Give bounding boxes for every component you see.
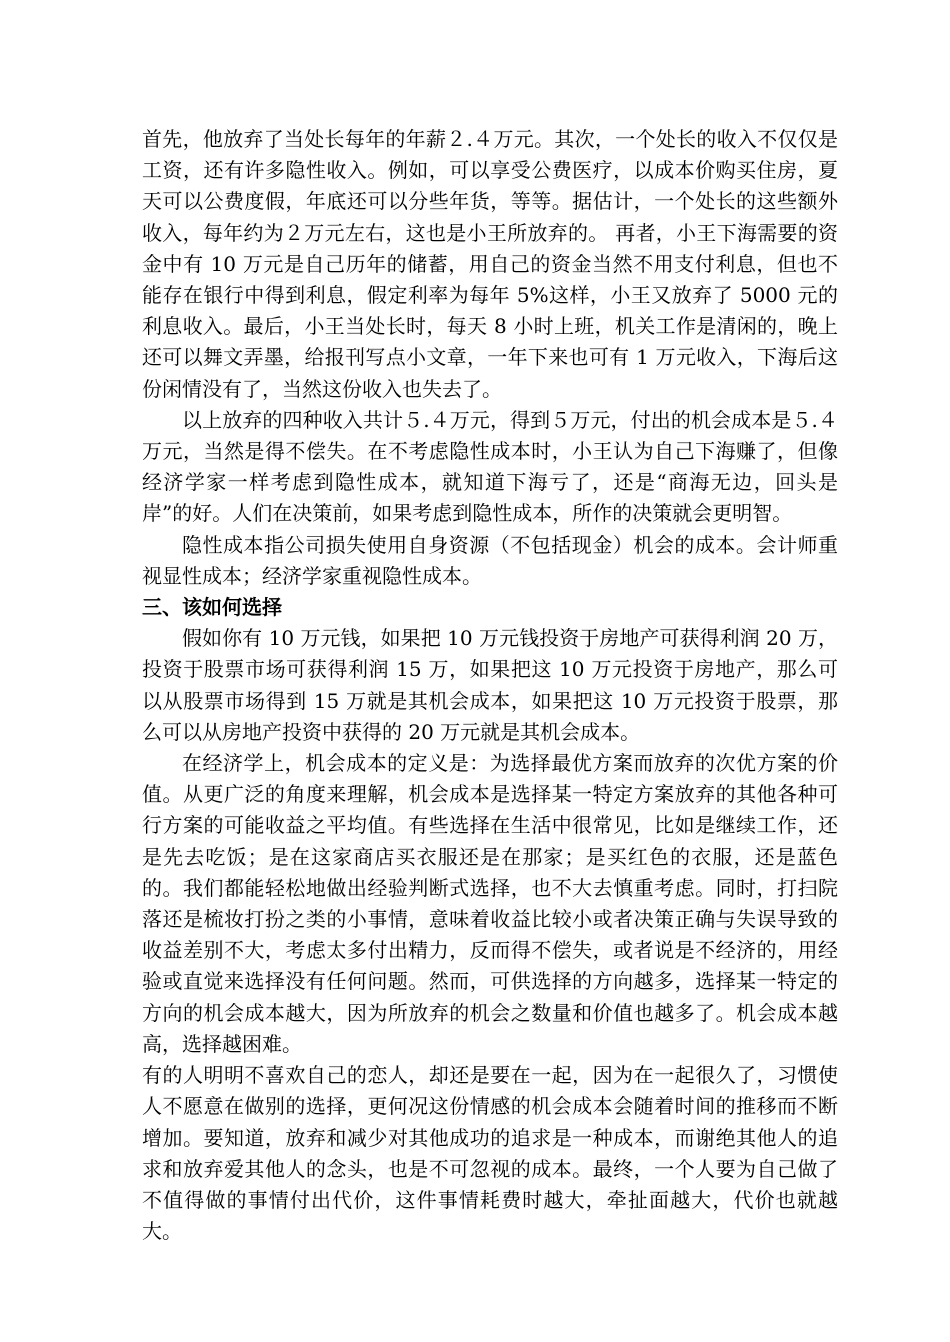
paragraph-hidden-income: 首先，他放弃了当处长每年的年薪２.４万元。其次，一个处长的收入不仅仅是工资，还有许多隐性收入。例如，可以享受公费医疗，以成本价购买住房，夏天可以公费度假，年底还可以分些年货，等等。据估计，一个处长的这些额外收入，每年约为２万元左右，这也是小王所放弃的。 再者，小王下海需要的资金中有 10 万元是自己历年的储蓄，用自己的资金当然不用支付利息，但也不能存在银行中得到利息，假定利率为每年 5%这样，小王又放弃了 5000 元的利息收入。最后，小王当处长时，每天 8 小时上班，机关工作是清闲的，晚上还可以舞文弄墨，给报刊写点小文章，一年下来也可有 1 万元收入，下海后这份闲情没有了，当然这份收入也失去了。 — [142, 127, 838, 401]
paragraph-opportunity-cost-definition: 在经济学上，机会成本的定义是：为选择最优方案而放弃的次优方案的价值。从更广泛的角度来理解，机会成本是选择某一特定方案放弃的其他各种可行方案的可能收益之平均值。有些选择在生活中很常见，比如是继续工作，还是先去吃饭；是在这家商店买衣服还是在那家；是买红色的衣服，还是蓝色的。我们都能轻松地做出经验判断式选择，也不大去慎重考虑。同时，打扫院落还是梳妆打扮之类的小事情，意味着收益比较小或者决策正确与失误导致的收益差别不大，考虑太多付出精力，反而得不偿失，或者说是不经济的，用经验或直觉来选择没有任何问题。然而，可供选择的方向越多，选择某一特定的方向的机会成本越大，因为所放弃的机会之数量和价值也越多了。机会成本越高，选择越困难。 — [142, 751, 838, 1056]
section-heading: 三、该如何选择 — [142, 595, 282, 620]
paragraph-relationship-example: 有的人明明不喜欢自己的恋人，却还是要在一起，因为在一起很久了，习惯使人不愿意在做别的选择，更何况这份情感的机会成本会随着时间的推移而不断增加。要知道，放弃和减少对其他成功的追求是一种成本，而谢绝其他人的追求和放弃爱其他人的念头，也是不可忽视的成本。最终，一个人要为自己做了不值得做的事情付出代价，这件事情耗费时越大，牵扯面越大，代价也就越大。 — [142, 1063, 838, 1244]
paragraph-implicit-cost-definition: 隐性成本指公司损失使用自身资源（不包括现金）机会的成本。会计师重视显性成本；经济学家重视隐性成本。 — [142, 532, 838, 588]
document-body — [142, 124, 838, 1247]
paragraph-investment-example: 假如你有 10 万元钱，如果把 10 万元钱投资于房地产可获得利润 20 万，投资于股票市场可获得利润 15 万，如果把这 10 万元投资于房地产，那么可以从股票市场得到 15 万就是其机会成本，如果把这 10 万元投资于股票，那么可以从房地产投资中获得的 20 万元就是其机会成本。 — [142, 626, 838, 744]
paragraph-total-opportunity-cost: 以上放弃的四种收入共计５.４万元，得到５万元，付出的机会成本是５.４万元，当然是得不偿失。在不考虑隐性成本时，小王认为自己下海赚了，但像经济学家一样考虑到隐性成本，就知道下海亏了，还是“商海无边，回头是岸”的好。人们在决策前，如果考虑到隐性成本，所作的决策就会更明智。 — [142, 407, 838, 526]
